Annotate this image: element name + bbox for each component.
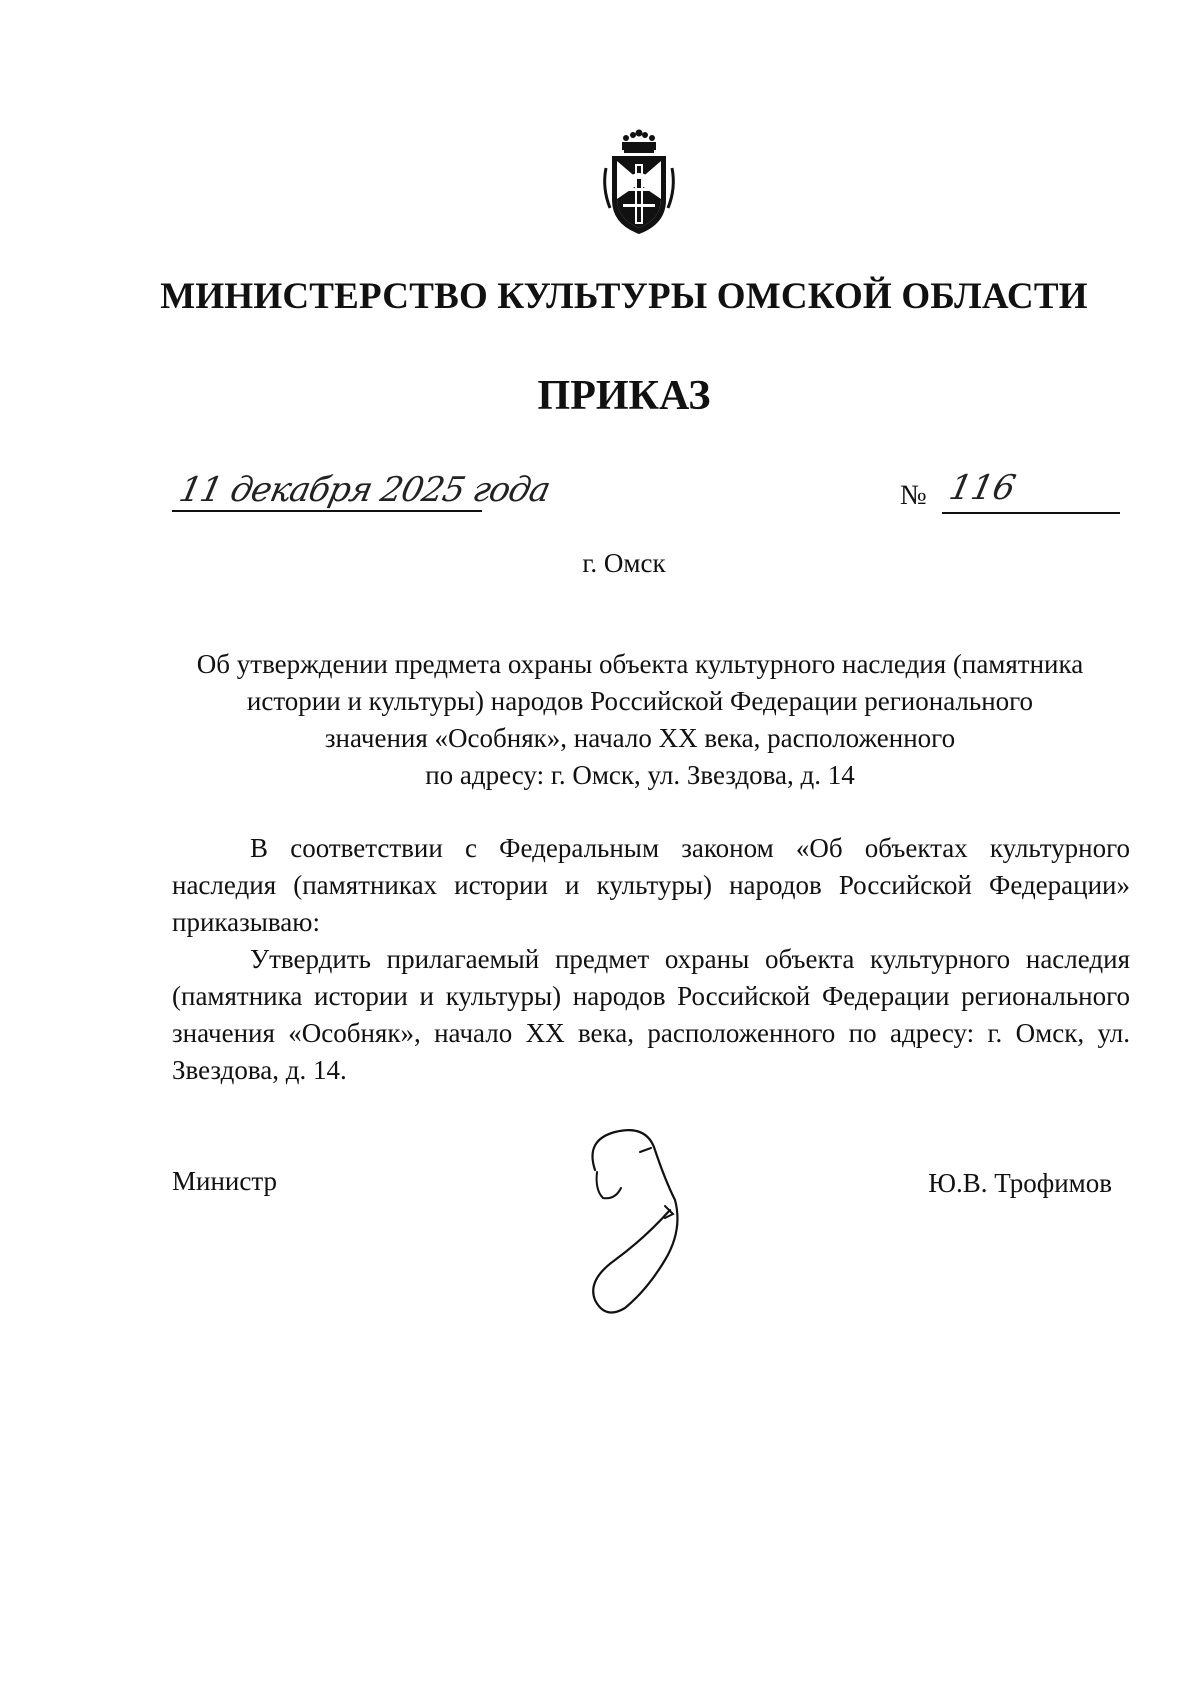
- city-name: г. Омск: [582, 548, 666, 578]
- order-subject: [150, 646, 1130, 794]
- signatory-name: Ю.В. Трофимов: [928, 1168, 1112, 1198]
- number-underline: [942, 512, 1120, 514]
- handwritten-number: 116: [945, 468, 1020, 508]
- signature-block: [0, 1110, 1200, 1330]
- ministry-name: МИНИСТЕРСТВО КУЛЬТУРЫ ОМСКОЙ ОБЛАСТИ: [160, 276, 1088, 317]
- subject-line: истории и культуры) народов Российской Федерации регионального: [246, 686, 1034, 716]
- order-body: [172, 830, 1130, 1089]
- body-paragraph: В соответствии с Федеральным законом «Об объектах культурного наследия (памятниках истории и культуры) народов Российской Федерации» приказываю:: [172, 833, 1130, 937]
- date-underline: [172, 510, 482, 512]
- handwritten-date: 11 декабря 2025 года: [175, 470, 554, 510]
- subject-line: Об утверждении предмета охраны объекта культурного наследия (памятника: [196, 649, 1084, 679]
- subject-line: по адресу: г. Омск, ул. Звездова, д. 14: [425, 760, 855, 790]
- number-sign: №: [900, 480, 927, 511]
- document-number: [900, 468, 1120, 528]
- document-type-title: ПРИКАЗ: [537, 373, 711, 419]
- document-date: [172, 470, 612, 540]
- body-paragraph: Утвердить прилагаемый предмет охраны объекта культурного наследия (памятника истории и культуры) народов Российской Федерации регионального значения «Особняк», начало XX века, расположенного по адресу: г. Омск, ул. Звездова, д. 14.: [172, 944, 1130, 1085]
- subject-line: значения «Особняк», начало XX века, расположенного: [324, 723, 956, 753]
- coat-of-arms-icon: [600, 128, 678, 238]
- signatory-title: Министр: [172, 1166, 277, 1196]
- signature-icon: [555, 1110, 715, 1320]
